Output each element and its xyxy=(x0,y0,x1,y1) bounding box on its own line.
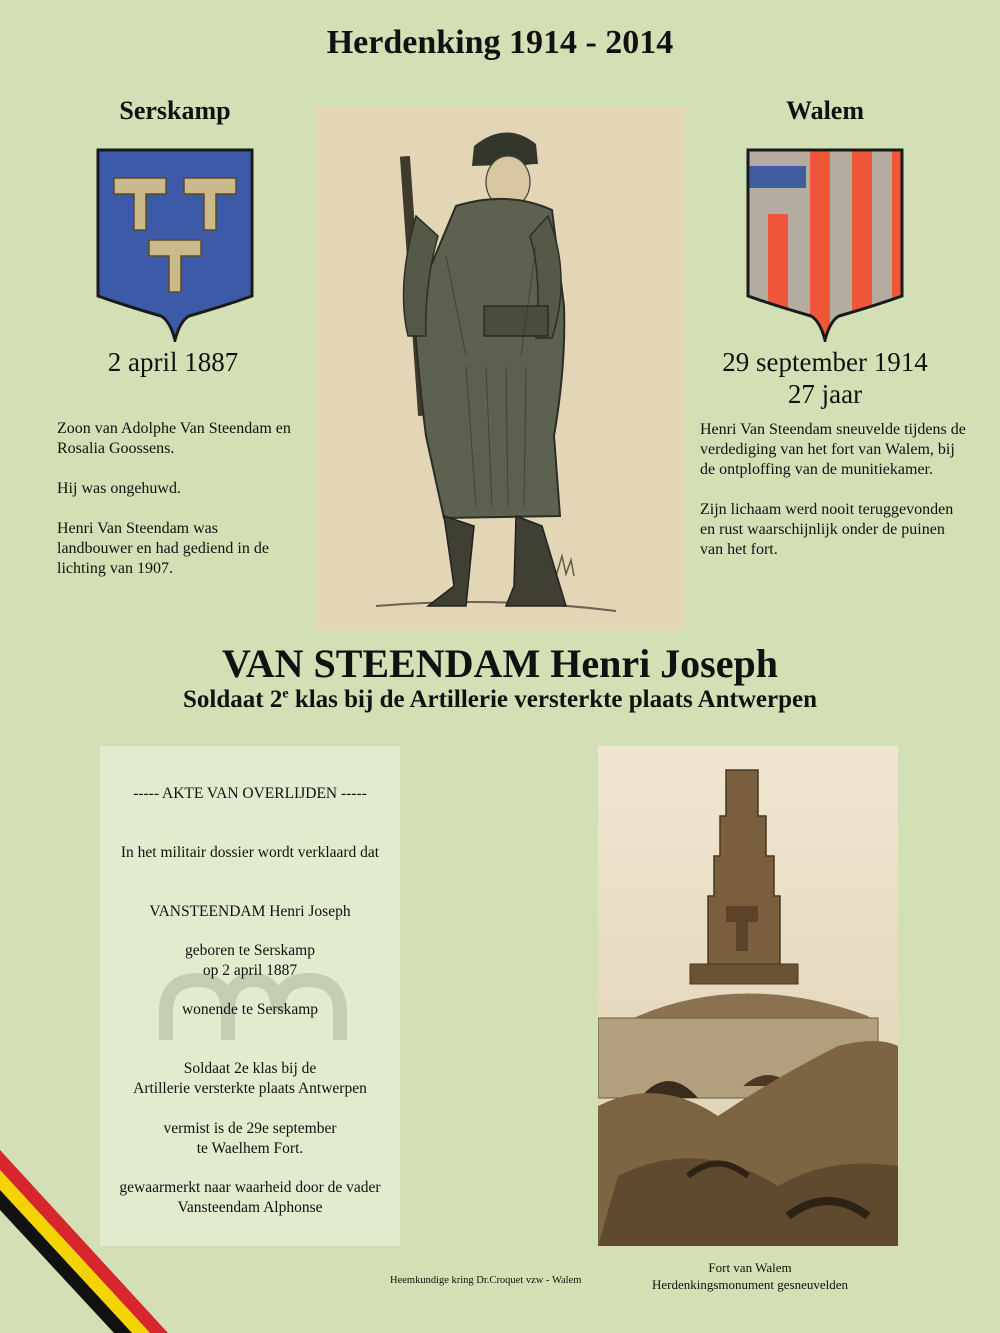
rank-suffix: klas bij de Artillerie versterkte plaats Antwerpen xyxy=(288,686,817,713)
akte-born-place: geboren te Serskamp xyxy=(185,942,315,959)
bio-paragraph: Henri Van Steendam sneuvelde tijdens de verdediging van het fort van Walem, bij de ontploffing van de munitiekamer. xyxy=(700,421,966,478)
akte-rank-line-2: Artillerie versterkte plaats Antwerpen xyxy=(133,1080,367,1097)
bio-paragraph: Zoon van Adolphe Van Steendam en Rosalia Goossens. xyxy=(57,420,291,457)
akte-born-date: op 2 april 1887 xyxy=(202,962,298,979)
rank-superscript: e xyxy=(282,686,289,702)
akte-missing-line-1: vermist is de 29e september xyxy=(163,1120,337,1137)
akte-missing-line-2: te Waelhem Fort. xyxy=(196,1140,304,1157)
death-bio xyxy=(700,420,970,580)
serskamp-coat-of-arms xyxy=(94,146,256,342)
bio-paragraph: Zijn lichaam werd nooit teruggevonden en rust waarschijnlijk onder de puinen van het fort. xyxy=(700,501,954,558)
death-age: 27 jaar xyxy=(787,379,863,409)
soldier-rank xyxy=(0,686,1000,714)
akte-residence: wonende te Serskamp xyxy=(181,1001,319,1018)
akte-header: ----- AKTE VAN OVERLIJDEN ----- xyxy=(133,785,367,802)
akte-certified-line-2: Vansteendam Alphonse xyxy=(177,1199,323,1216)
birth-place-heading: Serskamp xyxy=(119,96,231,125)
bio-paragraph: Henri Van Steendam was landbouwer en had gediend in de lichting van 1907. xyxy=(57,520,269,577)
belgian-flag-ribbon xyxy=(0,1150,170,1333)
death-date: 29 september 1914 xyxy=(722,347,928,377)
akte-intro: In het militair dossier wordt verklaard dat xyxy=(120,844,380,861)
soldier-name: VAN STEENDAM Henri Joseph xyxy=(222,641,778,686)
birth-date: 2 april 1887 xyxy=(107,347,239,377)
soldier-drawing xyxy=(316,106,684,630)
monument-caption-line-2: Herdenkingsmonument gesneuvelden xyxy=(651,1277,849,1292)
bio-paragraph: Hij was ongehuwd. xyxy=(57,480,181,497)
death-place-heading: Walem xyxy=(786,96,864,125)
birth-bio xyxy=(57,419,297,599)
walem-coat-of-arms xyxy=(744,146,906,342)
monument-illustration xyxy=(598,746,898,1246)
monument-photo xyxy=(598,746,898,1246)
soldier-illustration xyxy=(316,106,684,630)
akte-rank-line-1: Soldaat 2e klas bij de xyxy=(183,1060,317,1077)
rank-prefix: Soldaat 2 xyxy=(183,686,283,713)
monument-caption-line-1: Fort van Walem xyxy=(708,1260,792,1275)
akte-name: VANSTEENDAM Henri Joseph xyxy=(149,903,351,920)
akte-certified-line-1: gewaarmerkt naar waarheid door de vader xyxy=(119,1179,381,1196)
page-title: Herdenking 1914 - 2014 xyxy=(326,24,674,61)
credit-text: Heemkundige kring Dr.Croquet vzw - Walem xyxy=(390,1275,582,1286)
